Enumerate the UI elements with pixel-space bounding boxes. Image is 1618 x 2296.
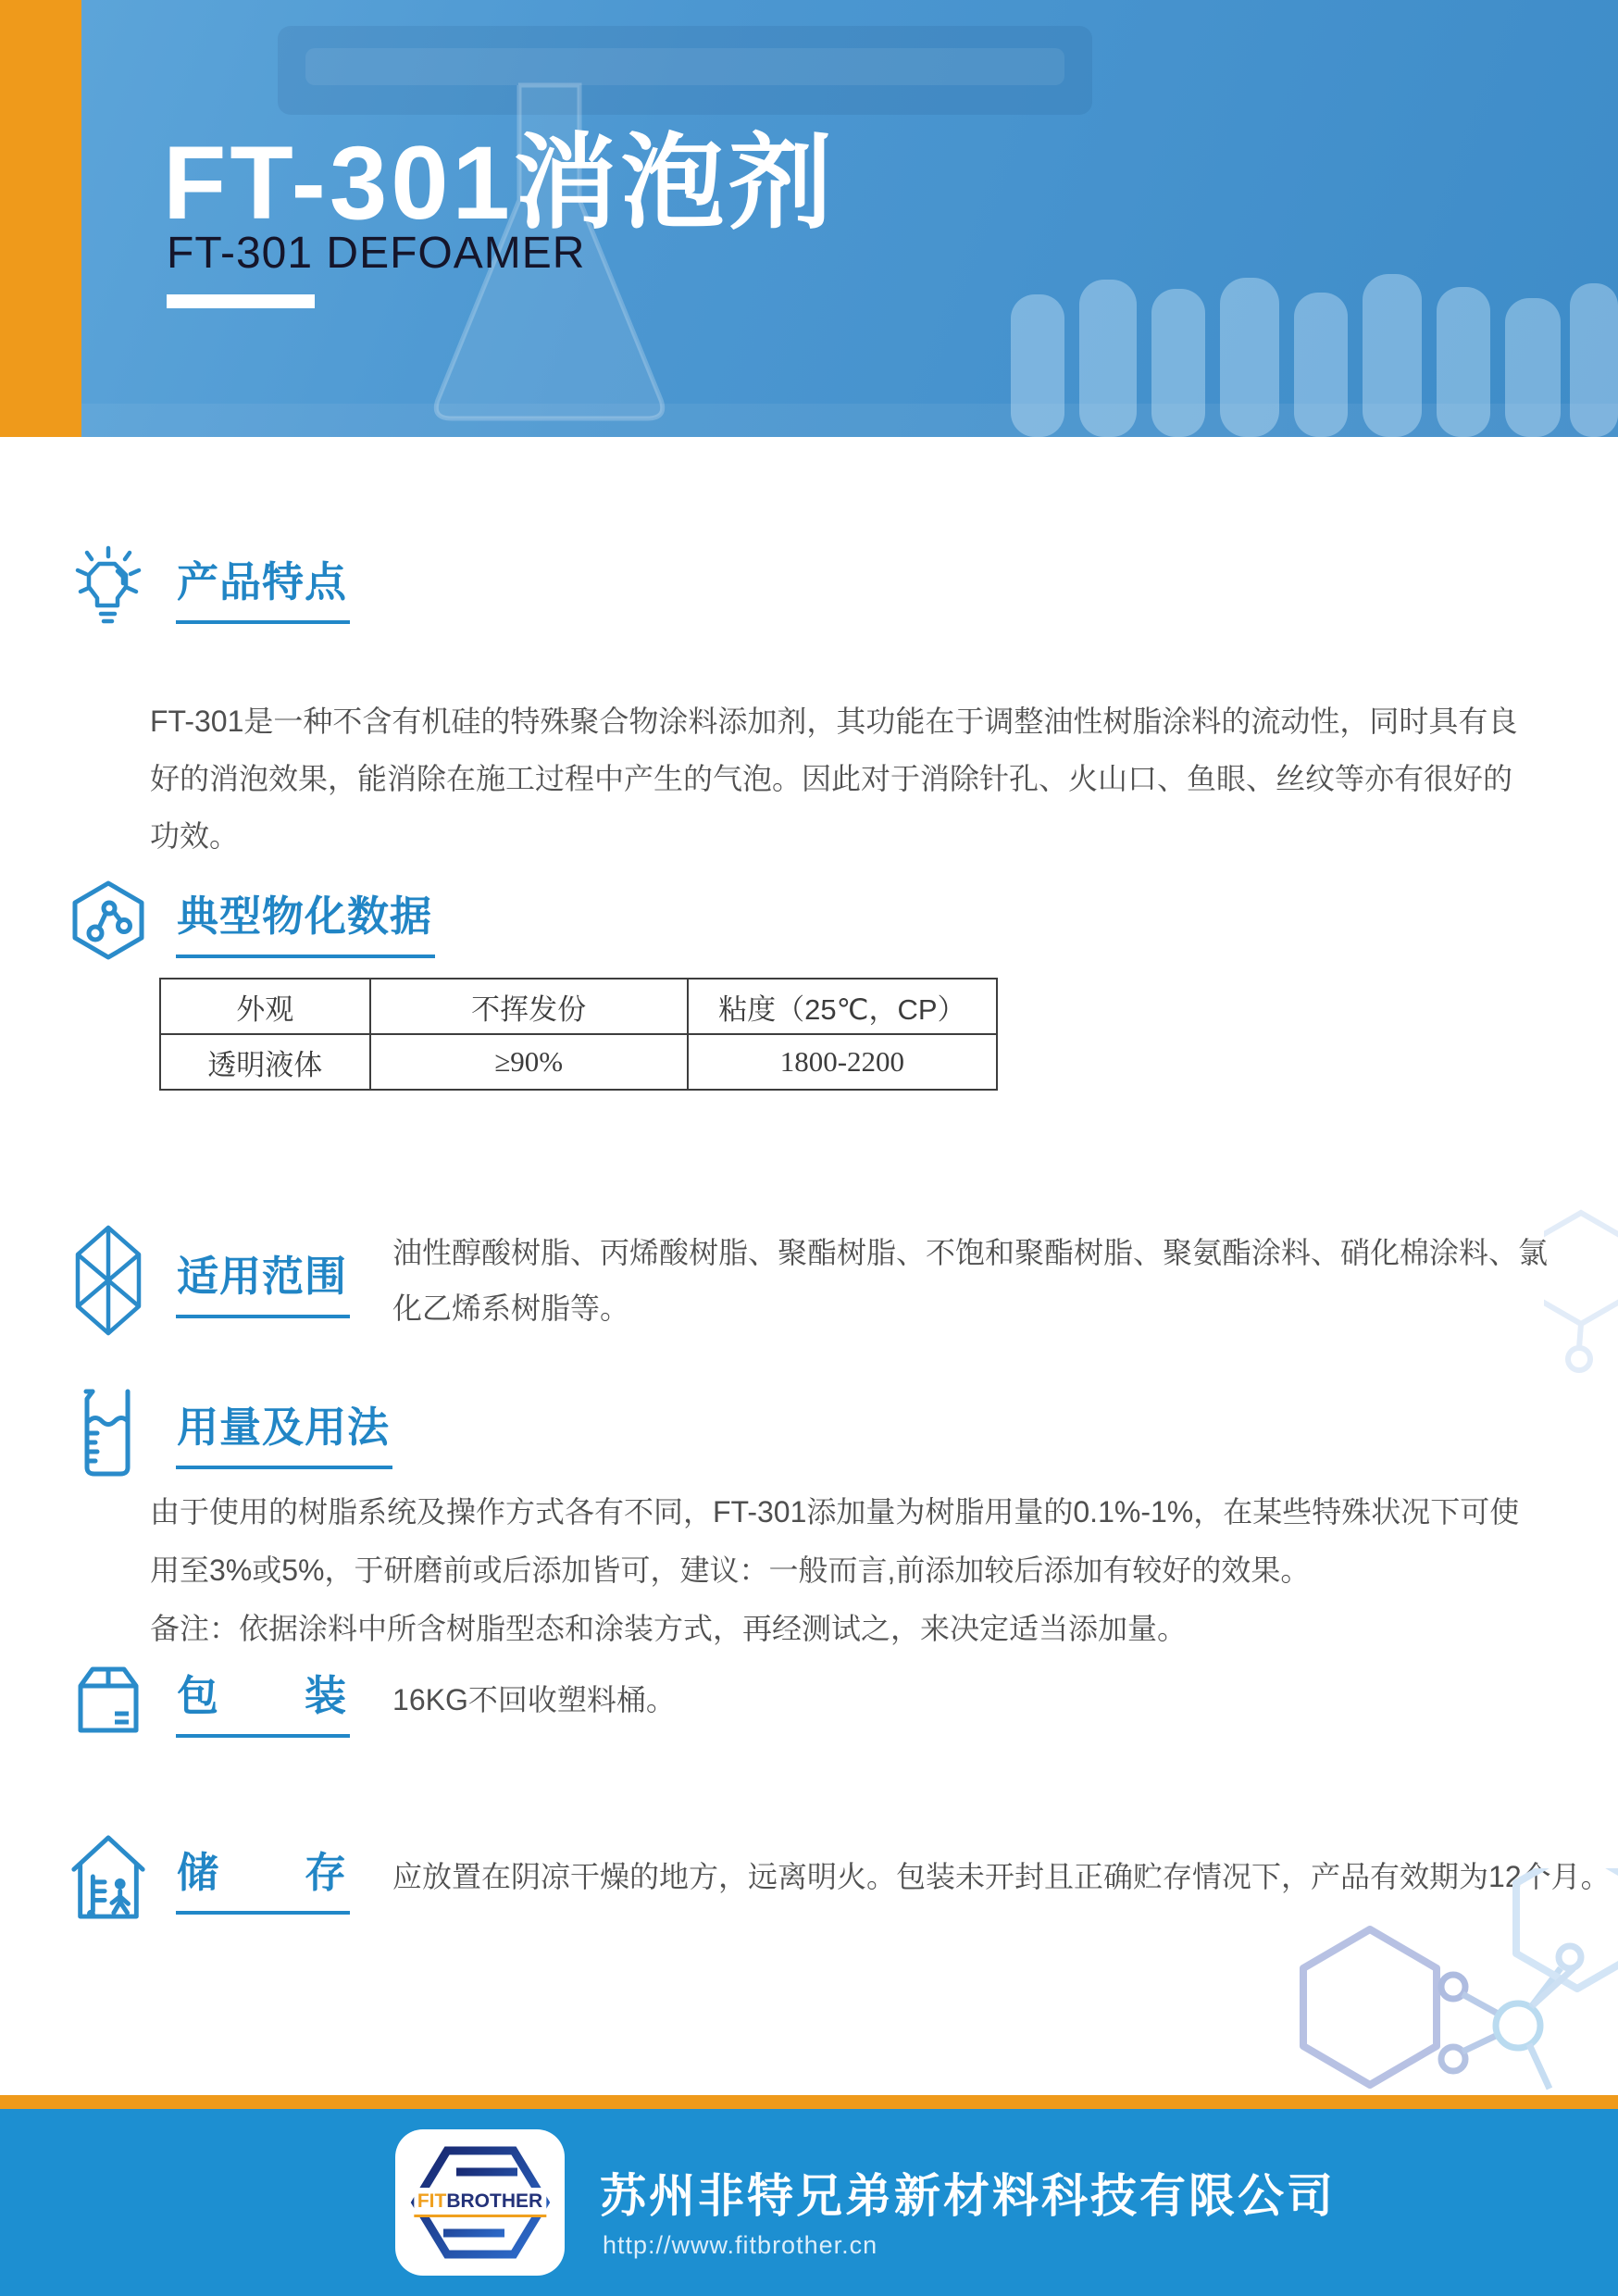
header-banner	[0, 0, 1618, 437]
footer-accent-stripe	[0, 2095, 1618, 2109]
molecule-decoration-small	[1544, 1204, 1618, 1407]
usage-text	[150, 1483, 1543, 1658]
company-name: 苏州非特兄弟新材料科技有限公司	[600, 2170, 1336, 2222]
cell-appearance: 透明液体	[160, 1034, 370, 1090]
product-subtitle: FT-301 DEFOAMER	[167, 229, 586, 278]
section-data-header	[67, 878, 435, 963]
company-url: http://www.fitbrother.cn	[603, 2231, 878, 2259]
cell-nonvolatile: ≥90%	[370, 1034, 688, 1090]
accent-bar	[0, 0, 81, 437]
usage-paragraph: 由于使用的树脂系统及操作方式各有不同，FT-301添加量为树脂用量的0.1%-1%，在某些特殊状况下可使用至3%或5%，于研磨前或后添加皆可，建议：一般而言,前添加较后添加有较好的效果。	[150, 1495, 1520, 1587]
beaker-icon	[67, 1384, 150, 1479]
section-heading: 产品特点	[176, 548, 350, 624]
logo-wordmark: FITBROTHER	[414, 2188, 546, 2217]
section-packaging	[67, 1660, 676, 1740]
section-heading: 适用范围	[176, 1242, 350, 1318]
company-logo	[395, 2129, 565, 2276]
product-title: FT-301消泡剂	[163, 125, 836, 241]
col-header-viscosity: 粘度（25℃，CP）	[688, 979, 997, 1034]
scope-text: 油性醇酸树脂、丙烯酸树脂、聚酯树脂、不饱和聚酯树脂、聚氨酯涂料、硝化棉涂料、氯化乙烯系树脂等。	[392, 1236, 1549, 1325]
title-underline	[167, 294, 315, 308]
molecule-decoration	[1211, 1868, 1618, 2095]
package-icon	[67, 1660, 150, 1740]
table-row	[160, 1034, 997, 1090]
lightbulb-icon	[67, 542, 150, 630]
section-heading: 包 装	[176, 1662, 350, 1738]
col-header-nonvolatile: 不挥发份	[370, 979, 688, 1034]
section-scope	[67, 1224, 1568, 1337]
molecule-icon	[67, 878, 150, 963]
cell-viscosity: 1800-2200	[688, 1034, 997, 1090]
physicochemical-table	[159, 978, 998, 1091]
storage-text: 应放置在阴凉干燥的地方，远离明火。包装未开封且正确贮存情况下，产品有效期为12个月。	[392, 1860, 1611, 1893]
usage-note: 备注：依据涂料中所含树脂型态和涂装方式，再经测试之，来决定适当添加量。	[150, 1612, 1188, 1645]
section-heading: 用量及用法	[176, 1393, 392, 1469]
table-header-row	[160, 979, 997, 1034]
section-usage-header	[67, 1384, 392, 1479]
section-heading: 储 存	[176, 1839, 350, 1915]
col-header-appearance: 外观	[160, 979, 370, 1034]
warehouse-icon	[67, 1828, 150, 1925]
crystal-icon	[67, 1224, 150, 1337]
packaging-text: 16KG不回收塑料桶。	[392, 1683, 676, 1716]
section-heading: 典型物化数据	[176, 882, 435, 958]
features-text: FT-301是一种不含有机硅的特殊聚合物涂料添加剂，其功能在于调整油性树脂涂料的流动性，同时具有良好的消泡效果，能消除在施工过程中产生的气泡。因此对于消除针孔、火山口、鱼眼、丝纹等亦有很好的功效。	[150, 705, 1518, 853]
section-features-header	[67, 542, 350, 630]
